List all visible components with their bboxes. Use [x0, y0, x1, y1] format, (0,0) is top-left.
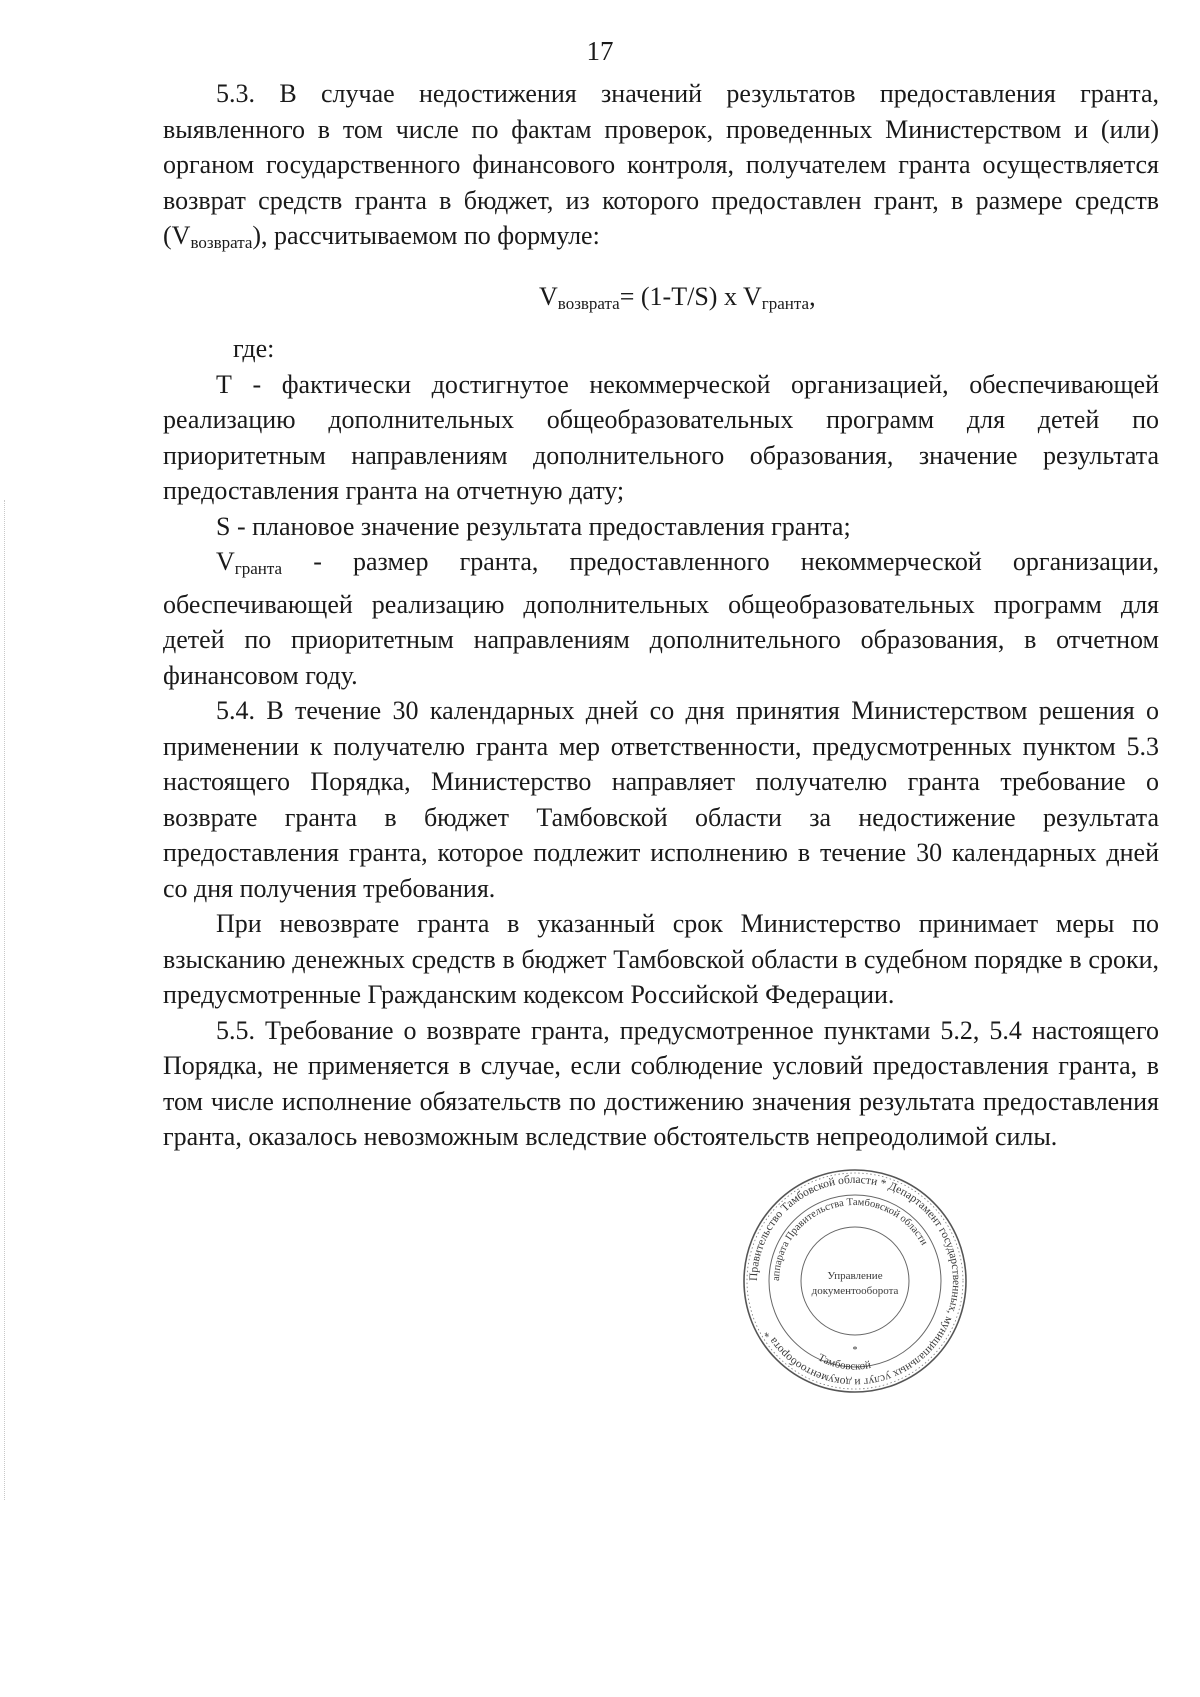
paragraph-5-5: 5.5. Требование о возврате гранта, предусмотренное пунктами 5.2, 5.4 настоящего Порядка, не применяется в случае, если соблюдение условий предоставления гранта, в том числе исполнение обязательств по достижению значения результата предоставления гранта, оказалось невозможным вследствие обстоятельств непреодолимой силы. [163, 1015, 1159, 1151]
definition-v-text: - размер гранта, предоставленного некоммерческой организации, обеспечивающей реализацию дополнительных общеобразовательных программ для детей по приоритетным направлениям дополнительного образования, в отчетном финансовом году. [163, 547, 1159, 690]
paragraph-5-4-enforcement: При невозврате гранта в указанный срок Министерство принимает меры по взысканию денежных средств в бюджет Тамбовской области в судебном порядке в сроки, предусмотренные Гражданским кодексом Российской Федерации. [163, 909, 1159, 1009]
page-number: 17 [586, 36, 614, 66]
formula-end: , [809, 281, 816, 311]
stamp-bottom-text: Тамбовской [815, 1351, 872, 1373]
paragraph-5-3-end: ), рассчитываемом по формуле: [252, 221, 600, 250]
stamp-graphic [740, 1166, 970, 1396]
paragraph-5-3 [163, 76, 1159, 261]
subscript-vozvrata: возврата [190, 233, 253, 252]
formula-sub-vozvrata: возврата [557, 293, 620, 313]
definition-v-sub: гранта [234, 559, 283, 578]
definition-v [163, 544, 1159, 693]
definition-s: S - плановое значение результата предоставления гранта; [216, 511, 851, 541]
stamp-center-line1: Управление [827, 1270, 883, 1282]
formula-v: V [539, 281, 558, 311]
stamp-inner-text: аппарата Правительства Тамбовской области [770, 1196, 930, 1282]
official-stamp [740, 1166, 970, 1396]
stamp-outer-text: Правительство Тамбовской области * Департамент государственных, муниципальных услуг и документооборота * [747, 1173, 963, 1389]
formula-sub-granta: гранта [761, 293, 810, 313]
paragraph-5-4: 5.4. В течение 30 календарных дней со дня принятия Министерством решения о применении к получателю гранта мер ответственности, предусмотренных пунктом 5.3 настоящего Порядка, Министерство направляет получателю гранта требование о возврате гранта в бюджет Тамбовской области за недостижение результата предоставления гранта, которое подлежит исполнению в течение 30 календарных дней со дня получения требования. [163, 696, 1159, 903]
scan-edge-artifact [4, 500, 9, 1500]
formula [163, 279, 1159, 322]
stamp-center-line2: документооборота [811, 1285, 899, 1297]
definition-v-symbol: V [216, 547, 235, 576]
definition-t: Т - фактически достигнутое некоммерческой организацией, обеспечивающей реализацию дополнительных общеобразовательных программ для детей по приоритетным направлениям дополнительного образования, значение результата предоставления гранта на отчетную дату; [163, 369, 1159, 505]
where-label: где: [233, 334, 275, 363]
stamp-star-icon: * [852, 1345, 858, 1356]
paragraph-5-3-text: 5.3. В случае недостижения значений результатов предоставления гранта, выявленного в том числе по фактам проверок, проведенных Министерством и (или) органом государственного финансового контроля, получателем гранта осуществляется возврат средств гранта в бюджет, из которого предоставлен грант, в размере средств (V [163, 79, 1159, 250]
formula-body: = (1-T/S) x V [619, 281, 762, 311]
document-body [163, 76, 1159, 1155]
